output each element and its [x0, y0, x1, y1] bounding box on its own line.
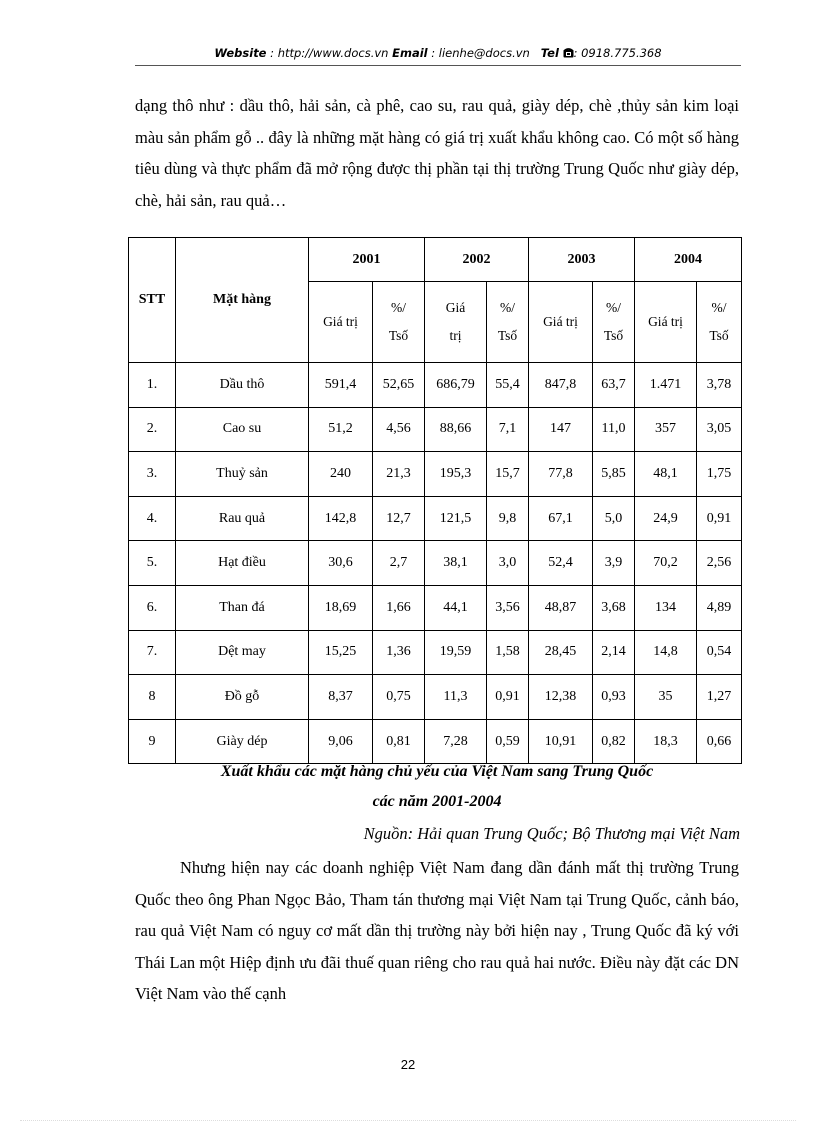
sub-value-header: Giá trị [529, 282, 593, 363]
cell-percent: 0,59 [487, 719, 529, 764]
cell-value: 88,66 [425, 407, 487, 452]
year-header: 2002 [425, 238, 529, 282]
cell-value: 12,38 [529, 675, 593, 720]
cell-percent: 0,66 [697, 719, 742, 764]
email-sep: : [427, 46, 439, 60]
cell-value: 24,9 [635, 496, 697, 541]
cell-percent: 5,85 [593, 452, 635, 497]
cell-stt: 8 [129, 675, 176, 720]
cell-percent: 12,7 [373, 496, 425, 541]
cell-value: 1.471 [635, 363, 697, 408]
table-row [129, 719, 742, 764]
cell-value: 30,6 [309, 541, 373, 586]
table-body [129, 363, 742, 764]
cell-stt: 5. [129, 541, 176, 586]
cell-percent: 0,93 [593, 675, 635, 720]
year-header: 2003 [529, 238, 635, 282]
table-row [129, 541, 742, 586]
page-bottom-border [20, 1120, 796, 1121]
cell-stt: 2. [129, 407, 176, 452]
export-table [128, 237, 742, 764]
sub-value-header: Giá trị [635, 282, 697, 363]
cell-value: 142,8 [309, 496, 373, 541]
cell-value: 8,37 [309, 675, 373, 720]
cell-percent: 3,78 [697, 363, 742, 408]
cell-percent: 2,7 [373, 541, 425, 586]
cell-percent: 7,1 [487, 407, 529, 452]
cell-percent: 3,0 [487, 541, 529, 586]
cell-item: Dầu thô [176, 363, 309, 408]
table-row [129, 675, 742, 720]
cell-percent: 1,66 [373, 585, 425, 630]
tel-label: Tel [540, 46, 559, 60]
cell-stt: 7. [129, 630, 176, 675]
cell-value: 67,1 [529, 496, 593, 541]
cell-item: Dệt may [176, 630, 309, 675]
year-header: 2004 [635, 238, 742, 282]
cell-percent: 63,7 [593, 363, 635, 408]
website-sep: : [266, 46, 278, 60]
cell-item: Than đá [176, 585, 309, 630]
cell-value: 7,28 [425, 719, 487, 764]
page-number: 22 [400, 1057, 416, 1072]
intro-paragraph: dạng thô như : dầu thô, hải sản, cà phê, cao su, rau quả, giày dép, chè ,thủy sản kim loại màu sản phẩm gỗ .. đây là những mặt hàng có giá trị xuất khẩu không cao. Có một số hàng tiêu dùng và thực phẩm đã mở rộng được thị phần tại thị trường Trung Quốc như giày dép, chè, hải sản, rau quả… [135, 96, 739, 210]
cell-percent: 3,05 [697, 407, 742, 452]
cell-percent: 0,91 [487, 675, 529, 720]
cell-percent: 0,54 [697, 630, 742, 675]
table-row [129, 407, 742, 452]
sub-value-header: Giá trị [425, 282, 487, 363]
sub-pct-header: %/ Tsố [593, 282, 635, 363]
table-source: Nguồn: Hải quan Trung Quốc; Bộ Thương mại Việt Nam [363, 824, 740, 843]
cell-stt: 9 [129, 719, 176, 764]
table-row [129, 496, 742, 541]
cell-value: 70,2 [635, 541, 697, 586]
phone-icon [563, 46, 574, 60]
cell-percent: 55,4 [487, 363, 529, 408]
cell-value: 48,87 [529, 585, 593, 630]
col-stt-header: STT [129, 238, 176, 363]
cell-percent: 21,3 [373, 452, 425, 497]
cell-value: 35 [635, 675, 697, 720]
cell-value: 11,3 [425, 675, 487, 720]
cell-percent: 0,91 [697, 496, 742, 541]
cell-percent: 1,75 [697, 452, 742, 497]
table-row [129, 452, 742, 497]
cell-item: Giày dép [176, 719, 309, 764]
cell-value: 18,69 [309, 585, 373, 630]
cell-value: 51,2 [309, 407, 373, 452]
table-caption-line1: Xuất khẩu các mặt hàng chủ yếu của Việt Nam sang Trung Quốc [220, 763, 654, 780]
cell-value: 44,1 [425, 585, 487, 630]
cell-value: 686,79 [425, 363, 487, 408]
sub-pct-header: %/ Tsố [373, 282, 425, 363]
cell-percent: 11,0 [593, 407, 635, 452]
table-row [129, 630, 742, 675]
sub-value-header: Giá trị [309, 282, 373, 363]
cell-value: 121,5 [425, 496, 487, 541]
website-label: Website [214, 46, 267, 60]
col-item-header: Mặt hàng [176, 238, 309, 363]
cell-percent: 1,36 [373, 630, 425, 675]
cell-percent: 9,8 [487, 496, 529, 541]
cell-percent: 4,89 [697, 585, 742, 630]
cell-item: Rau quả [176, 496, 309, 541]
cell-percent: 1,27 [697, 675, 742, 720]
cell-item: Cao su [176, 407, 309, 452]
cell-value: 195,3 [425, 452, 487, 497]
cell-percent: 0,75 [373, 675, 425, 720]
cell-stt: 6. [129, 585, 176, 630]
cell-value: 357 [635, 407, 697, 452]
cell-value: 48,1 [635, 452, 697, 497]
email-address[interactable]: lienhe@docs.vn [438, 46, 530, 60]
year-header: 2001 [309, 238, 425, 282]
cell-percent: 4,56 [373, 407, 425, 452]
cell-value: 147 [529, 407, 593, 452]
cell-value: 15,25 [309, 630, 373, 675]
cell-percent: 15,7 [487, 452, 529, 497]
cell-item: Đồ gỗ [176, 675, 309, 720]
cell-value: 591,4 [309, 363, 373, 408]
cell-percent: 0,82 [593, 719, 635, 764]
sub-pct-header: %/ Tsố [487, 282, 529, 363]
cell-value: 19,59 [425, 630, 487, 675]
cell-percent: 52,65 [373, 363, 425, 408]
website-url[interactable]: http://www.docs.vn [277, 46, 389, 60]
table-caption-line2: các năm 2001-2004 [372, 793, 502, 810]
cell-stt: 3. [129, 452, 176, 497]
cell-percent: 0,81 [373, 719, 425, 764]
cell-percent: 3,68 [593, 585, 635, 630]
cell-value: 38,1 [425, 541, 487, 586]
cell-stt: 4. [129, 496, 176, 541]
sub-pct-header: %/ Tsố [697, 282, 742, 363]
cell-percent: 1,58 [487, 630, 529, 675]
cell-value: 134 [635, 585, 697, 630]
email-label: Email [392, 46, 428, 60]
header-rule [135, 65, 741, 66]
cell-value: 9,06 [309, 719, 373, 764]
cell-value: 240 [309, 452, 373, 497]
page-header [135, 46, 741, 60]
cell-value: 14,8 [635, 630, 697, 675]
cell-item: Thuỷ sản [176, 452, 309, 497]
cell-value: 28,45 [529, 630, 593, 675]
cell-percent: 5,0 [593, 496, 635, 541]
cell-item: Hạt điều [176, 541, 309, 586]
table-header-years [129, 238, 742, 282]
cell-value: 847,8 [529, 363, 593, 408]
cell-value: 77,8 [529, 452, 593, 497]
cell-percent: 3,9 [593, 541, 635, 586]
cell-stt: 1. [129, 363, 176, 408]
cell-percent: 2,14 [593, 630, 635, 675]
cell-value: 10,91 [529, 719, 593, 764]
body-paragraph: Nhưng hiện nay các doanh nghiệp Việt Nam đang dần đánh mất thị trường Trung Quốc theo ông Phan Ngọc Bảo, Tham tán thương mại Việt Nam tại Trung Quốc, cảnh báo, rau quả Việt Nam có nguy cơ mất dần thị trường này bởi hiện nay , Trung Quốc đã ký với Thái Lan một Hiệp định ưu đãi thuế quan riêng cho rau quả hai nước. Điều này đặt các DN Việt Nam vào thế cạnh [135, 858, 739, 1003]
cell-percent: 3,56 [487, 585, 529, 630]
table-row [129, 585, 742, 630]
cell-value: 52,4 [529, 541, 593, 586]
cell-value: 18,3 [635, 719, 697, 764]
cell-percent: 2,56 [697, 541, 742, 586]
table-row [129, 363, 742, 408]
tel-number: : 0918.775.368 [573, 46, 662, 60]
